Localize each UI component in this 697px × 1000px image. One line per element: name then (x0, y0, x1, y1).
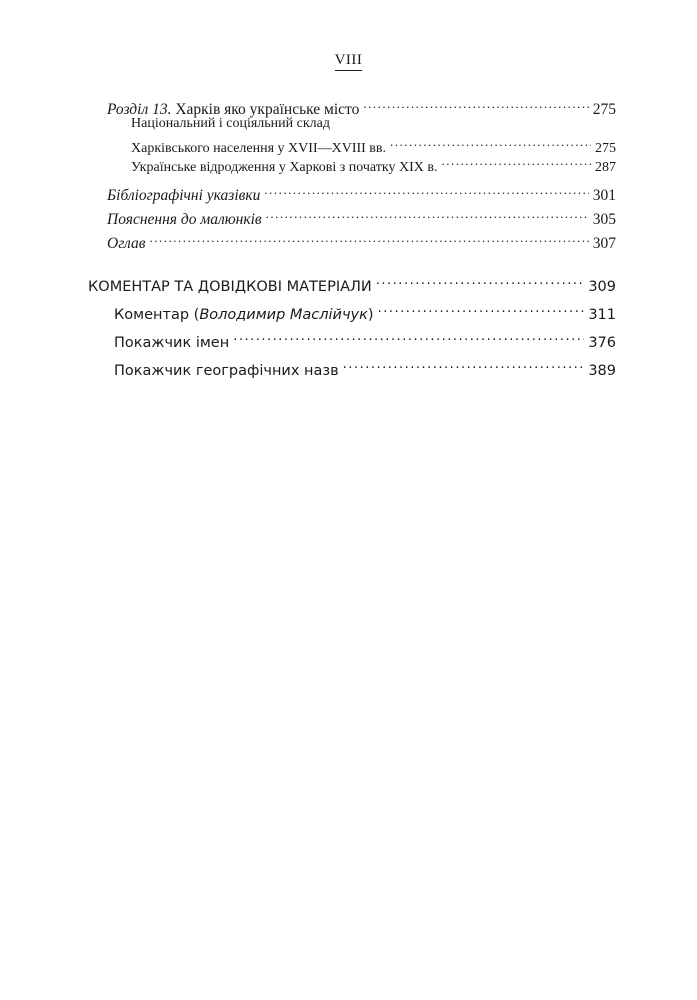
toc-entry-names-index (114, 329, 616, 352)
leader-dots (363, 96, 588, 114)
toc-entry-title (114, 306, 374, 324)
toc-entry-geo-index (114, 357, 616, 380)
leader-dots (233, 329, 584, 347)
toc-entry-page: 307 (592, 235, 616, 252)
toc-entry-page: 275 (595, 141, 616, 156)
leader-dots (149, 230, 588, 248)
toc-entry-page: 376 (588, 335, 616, 351)
chapter-title: Харків яко українське місто (171, 101, 360, 118)
page-number-text: VIII (335, 52, 363, 71)
toc-subentry-line: Національний і соціяльний склад (131, 116, 330, 131)
toc-entry-title: Українське відродження у Харкові з початку XIX в. (131, 160, 438, 175)
leader-dots (390, 134, 591, 152)
toc-entry-title: Харківського населення у XVII—XVIII вв. (131, 141, 387, 156)
toc-entry-title: Покажчик географічних назв (114, 363, 339, 379)
toc-entry-title: КОМЕНТАР ТА ДОВІДКОВІ МАТЕРІАЛИ (88, 279, 372, 295)
leader-dots (343, 357, 585, 375)
commentary-label: Коментар ( (114, 307, 200, 323)
toc-entry-illustration-notes (107, 206, 616, 229)
leader-dots (264, 182, 588, 200)
toc-entry-page: 301 (592, 187, 616, 204)
page-number (0, 52, 697, 71)
toc-entry-page: 389 (588, 363, 616, 379)
toc-entry-title: Покажчик імен (114, 335, 230, 351)
toc-entry-page: 275 (592, 101, 616, 118)
toc-subentry-revival (131, 153, 616, 177)
toc-entry-title: Бібліографічні указівки (107, 187, 261, 204)
commentary-author: Володимир Маслійчук (199, 307, 368, 323)
commentary-close-paren: ) (367, 307, 374, 323)
toc-entry-title: Оглав (107, 235, 146, 252)
leader-dots (376, 273, 585, 291)
chapter-prefix: Розділ 13. (107, 101, 172, 118)
toc-entry-page: 287 (595, 160, 616, 175)
leader-dots (378, 301, 585, 319)
toc-entry-bibliography (107, 182, 616, 205)
toc-entry-commentary (114, 301, 616, 324)
toc-entry-contents (107, 230, 616, 253)
toc-entry-page: 309 (588, 279, 616, 295)
toc-entry-title: Пояснення до малюнків (107, 211, 262, 228)
toc-entry-page: 311 (588, 307, 616, 323)
toc-entry-appendix-heading (88, 273, 616, 296)
leader-dots (442, 153, 592, 171)
toc-entry-page: 305 (592, 211, 616, 228)
leader-dots (266, 206, 589, 224)
